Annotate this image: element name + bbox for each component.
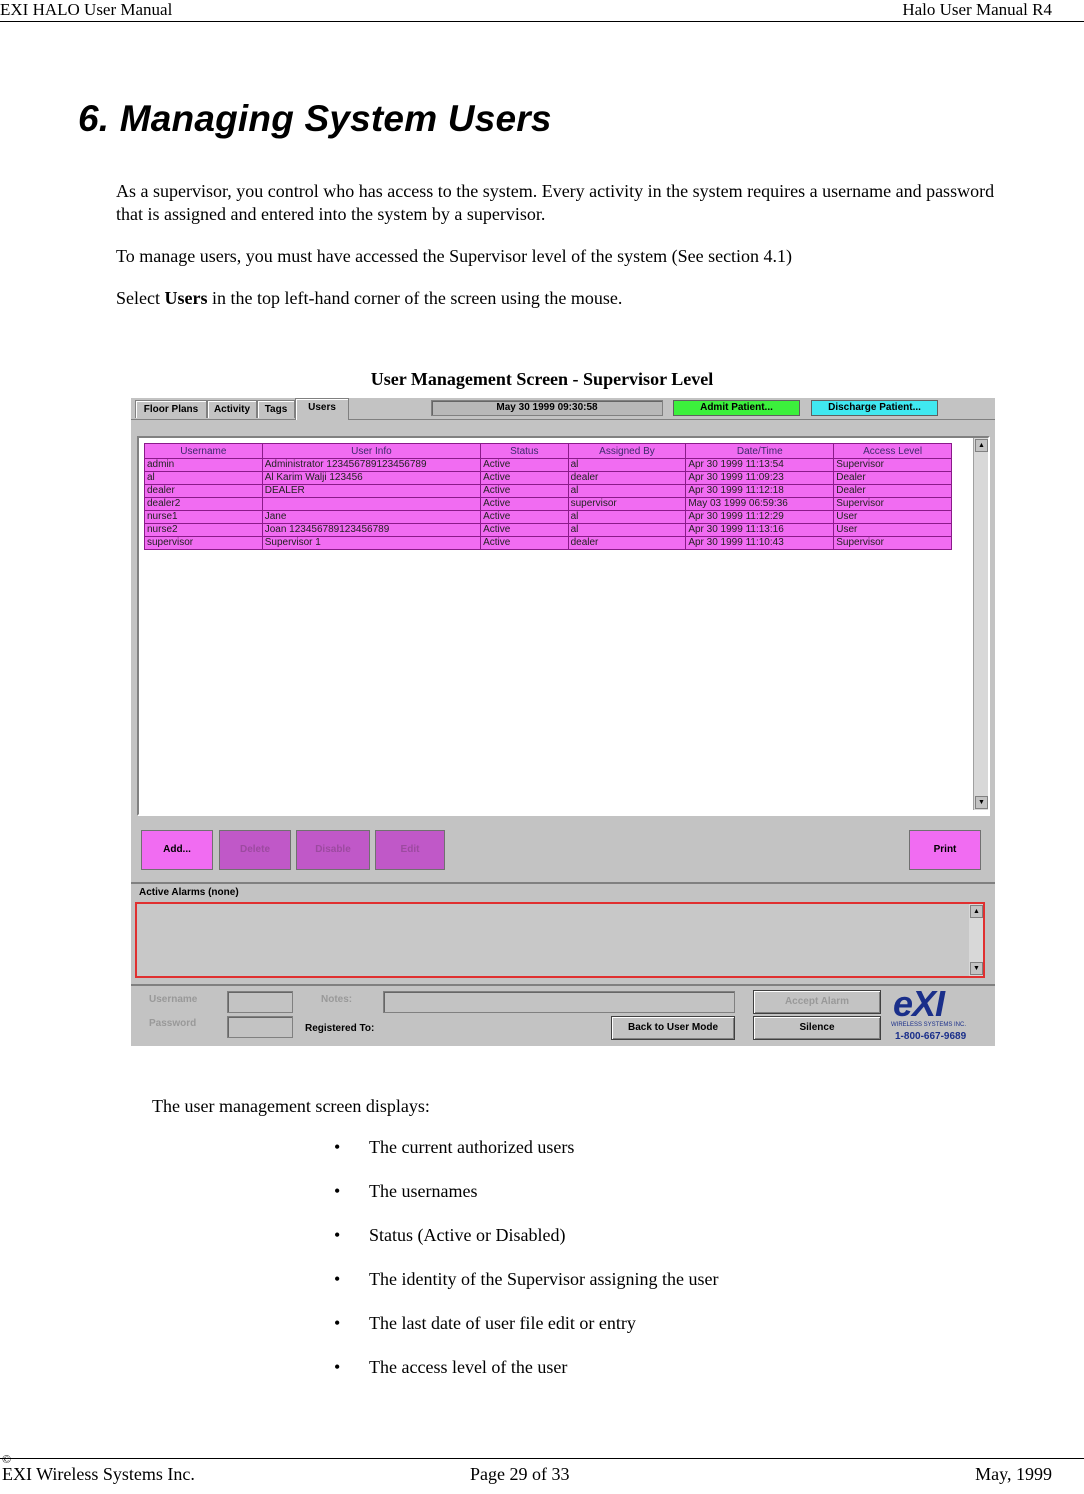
bullet-text: Status (Active or Disabled)	[369, 1225, 566, 1245]
table-cell: DEALER	[262, 485, 480, 498]
list-item	[334, 1313, 718, 1357]
list-item	[334, 1269, 718, 1313]
bullet-icon: •	[334, 1269, 341, 1289]
table-cell: User	[834, 511, 952, 524]
table-cell: supervisor	[568, 498, 686, 511]
table-cell: Joan 123456789123456789	[262, 524, 480, 537]
figure-caption: User Management Screen - Supervisor Level	[370, 369, 714, 389]
user-management-screen	[131, 398, 995, 1046]
bullet-icon: •	[334, 1137, 341, 1157]
copyright-icon: ©	[2, 1452, 12, 1466]
table-cell: dealer	[568, 472, 686, 485]
table-cell: Apr 30 1999 11:13:16	[686, 524, 834, 537]
logo-mark: eXI	[893, 983, 945, 1024]
table-row[interactable]	[145, 498, 952, 511]
bullet-text: The current authorized users	[369, 1137, 575, 1157]
displays-intro: The user management screen displays:	[152, 1096, 430, 1116]
table-cell: May 03 1999 06:59:36	[686, 498, 834, 511]
access-paragraph: To manage users, you must have accessed the Supervisor level of the system (See section 4.1)	[116, 246, 793, 266]
notes-field[interactable]	[383, 991, 735, 1013]
table-cell: admin	[145, 459, 263, 472]
bullet-text: The usernames	[369, 1181, 478, 1201]
active-alarms-list	[135, 902, 985, 978]
users-scrollbar[interactable]	[973, 438, 988, 810]
username-label: Username	[149, 994, 198, 1005]
disable-user-button[interactable]: Disable	[296, 830, 370, 870]
scroll-down-icon[interactable]: ▼	[975, 796, 988, 809]
table-row[interactable]	[145, 459, 952, 472]
add-user-button[interactable]: Add...	[141, 830, 213, 870]
table-cell: Active	[481, 537, 569, 550]
clock-display: May 30 1999 09:30:58	[431, 400, 663, 416]
phone-number: 1-800-667-9689	[895, 1031, 967, 1042]
list-item	[334, 1137, 718, 1181]
intro-paragraph: As a supervisor, you control who has access to the system. Every activity in the system requires a username and password that is assigned and entered into the system by a supervisor.	[116, 181, 995, 224]
table-cell: nurse1	[145, 511, 263, 524]
bullet-icon: •	[334, 1181, 341, 1201]
table-cell	[262, 498, 480, 511]
discharge-patient-button[interactable]: Discharge Patient...	[811, 400, 938, 416]
table-row[interactable]	[145, 537, 952, 550]
tab-users[interactable]: Users	[295, 398, 349, 420]
notes-label: Notes:	[321, 994, 353, 1005]
list-item	[334, 1357, 718, 1401]
alarm-scroll-up-icon[interactable]: ▲	[970, 905, 983, 918]
users-table	[144, 443, 952, 550]
table-cell: Apr 30 1999 11:09:23	[686, 472, 834, 485]
alarm-scrollbar[interactable]	[969, 904, 983, 976]
table-cell: Administrator 1234567891234567​89	[262, 459, 480, 472]
alarm-divider	[131, 882, 995, 884]
password-field[interactable]	[227, 1016, 293, 1038]
list-item	[334, 1225, 718, 1269]
table-cell: Active	[481, 524, 569, 537]
table-row[interactable]	[145, 485, 952, 498]
delete-user-button[interactable]: Delete	[219, 830, 291, 870]
col-date-time[interactable]: Date/Time	[686, 444, 834, 459]
footer-left: EXI Wireless Systems Inc.	[2, 1464, 195, 1484]
col-user-info[interactable]: User Info	[262, 444, 480, 459]
accept-alarm-button[interactable]: Accept Alarm	[753, 990, 881, 1014]
table-row[interactable]	[145, 511, 952, 524]
logo-subtitle: WIRELESS SYSTEMS INC.	[891, 1022, 967, 1028]
table-cell: al	[568, 524, 686, 537]
users-list-panel	[137, 436, 990, 816]
table-cell: supervisor	[145, 537, 263, 550]
table-cell: al	[145, 472, 263, 485]
admit-patient-button[interactable]: Admit Patient...	[673, 400, 800, 416]
header-rule	[0, 21, 1084, 22]
bullet-icon: •	[334, 1225, 341, 1245]
table-cell: Active	[481, 498, 569, 511]
silence-button[interactable]: Silence	[753, 1016, 881, 1040]
tab-floor-plans[interactable]: Floor Plans	[135, 400, 207, 418]
table-cell: Dealer	[834, 472, 952, 485]
select-bold: Users	[164, 288, 208, 308]
tab-activity[interactable]: Activity	[207, 400, 257, 418]
header-right: Halo User Manual R4	[902, 0, 1052, 19]
select-paragraph	[116, 287, 1016, 310]
table-cell: Apr 30 1999 11:12:18	[686, 485, 834, 498]
table-cell: Apr 30 1999 11:13:54	[686, 459, 834, 472]
footer-rule	[0, 1458, 1084, 1459]
active-alarms-label: Active Alarms (none)	[139, 887, 239, 898]
table-cell: al	[568, 511, 686, 524]
table-cell: Supervisor	[834, 459, 952, 472]
table-cell: Apr 30 1999 11:12:29	[686, 511, 834, 524]
table-cell: Active	[481, 472, 569, 485]
table-cell: dealer	[145, 485, 263, 498]
footer-page: Page 29 of 33	[470, 1464, 570, 1484]
col-username[interactable]: Username	[145, 444, 263, 459]
table-row[interactable]	[145, 472, 952, 485]
col-status[interactable]: Status	[481, 444, 569, 459]
registered-to-label: Registered To:	[305, 1023, 375, 1034]
displays-list	[334, 1137, 718, 1401]
edit-user-button[interactable]: Edit	[375, 830, 445, 870]
back-to-user-mode-button[interactable]: Back to User Mode	[611, 1016, 735, 1040]
footer-date: May, 1999	[975, 1464, 1052, 1484]
table-cell: Apr 30 1999 11:10:43	[686, 537, 834, 550]
alarm-scroll-down-icon[interactable]: ▼	[970, 962, 983, 975]
table-cell: Active	[481, 511, 569, 524]
table-cell: User	[834, 524, 952, 537]
bottom-divider	[131, 984, 995, 986]
tab-tags[interactable]: Tags	[257, 400, 295, 418]
select-suffix: in the top left-hand corner of the screen using the mouse.	[207, 288, 623, 308]
tab-divider	[131, 419, 995, 420]
col-assigned-by[interactable]: Assigned By	[568, 444, 686, 459]
table-cell: Supervisor	[834, 537, 952, 550]
bullet-icon: •	[334, 1357, 341, 1377]
table-cell: dealer	[568, 537, 686, 550]
table-row[interactable]	[145, 524, 952, 537]
password-label: Password	[149, 1018, 197, 1029]
table-cell: Active	[481, 485, 569, 498]
list-item	[334, 1181, 718, 1225]
table-cell: dealer2	[145, 498, 263, 511]
table-cell: al	[568, 459, 686, 472]
bullet-text: The access level of the user	[369, 1357, 568, 1377]
table-header-row	[145, 444, 952, 459]
select-prefix: Select	[116, 288, 165, 308]
table-cell: Al Karim Walji 123456	[262, 472, 480, 485]
scroll-up-icon[interactable]: ▲	[975, 439, 988, 452]
print-button[interactable]: Print	[909, 830, 981, 870]
col-access-level[interactable]: Access Level	[834, 444, 952, 459]
table-cell: Jane	[262, 511, 480, 524]
table-cell: Supervisor	[834, 498, 952, 511]
table-cell: nurse2	[145, 524, 263, 537]
bullet-text: The last date of user file edit or entry	[369, 1313, 636, 1333]
bullet-icon: •	[334, 1313, 341, 1333]
section-title: 6. Managing System Users	[78, 98, 552, 139]
table-cell: al	[568, 485, 686, 498]
bullet-text: The identity of the Supervisor assigning the user	[369, 1269, 719, 1289]
header-left: EXI HALO User Manual	[0, 0, 173, 19]
username-field[interactable]	[227, 991, 293, 1013]
table-cell: Dealer	[834, 485, 952, 498]
table-cell: Supervisor 1	[262, 537, 480, 550]
table-cell: Active	[481, 459, 569, 472]
exi-logo	[889, 984, 989, 1044]
